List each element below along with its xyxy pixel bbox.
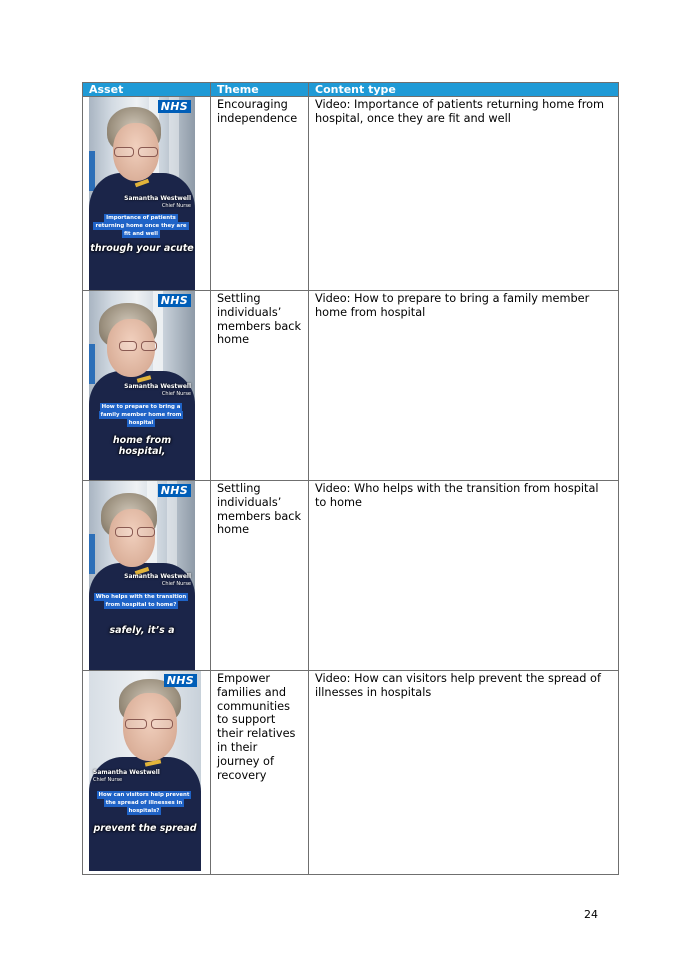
header-asset: Asset [83,83,211,97]
video-subtitle: prevent the spread [93,823,197,834]
nhs-logo: NHS [158,100,191,113]
video-subtitle: safely, it’s a [109,625,175,636]
speaker-role: Chief Nurse [161,391,191,397]
video-caption [93,214,189,238]
video-thumbnail[interactable] [89,97,195,290]
speaker-name: Samantha Westwell [124,573,191,580]
video-caption-text: Who helps with the transition from hospital to home? [95,594,187,608]
video-subtitle: through your acute [90,243,194,254]
speaker-role: Chief Nurse [161,203,191,209]
video-caption-text: How can visitors help prevent the spread of illnesses in hospitals? [98,792,190,814]
speaker-name: Samantha Westwell [124,195,191,202]
table-row [83,671,619,875]
video-thumbnail[interactable] [89,671,201,871]
speaker-name: Samantha Westwell [93,769,160,776]
video-caption [93,403,189,427]
video-caption-text: How to prepare to bring a family member home from hospital [100,404,182,426]
video-thumbnail[interactable] [89,481,195,670]
table-row [83,291,619,481]
video-thumbnail[interactable] [89,291,195,480]
speaker-role: Chief Nurse [93,777,123,783]
header-theme: Theme [211,83,309,97]
video-caption [93,593,189,609]
table-header-row [83,83,619,97]
table-row [83,97,619,291]
theme-cell: Encouraging independence [211,97,309,291]
theme-cell: Settling individuals’ members back home [211,291,309,481]
content-table [82,82,619,875]
speaker-name: Samantha Westwell [124,383,191,390]
video-caption-text: Importance of patients returning home once they are fit and well [95,215,187,237]
video-caption [93,791,195,815]
header-content-type: Content type [309,83,619,97]
asset-cell [83,481,211,671]
theme-cell: Empower families and communities to support their relatives in their journey of recovery [211,671,309,875]
table-row [83,481,619,671]
asset-cell [83,291,211,481]
content-type-cell: Video: Importance of patients returning home from hospital, once they are fit and well [309,97,619,291]
video-subtitle: home from hospital, [112,435,172,457]
nhs-logo: NHS [158,294,191,307]
content-type-cell: Video: How can visitors help prevent the spread of illnesses in hospitals [309,671,619,875]
nhs-logo: NHS [158,484,191,497]
page-number: 24 [584,908,598,921]
speaker-role: Chief Nurse [161,581,191,587]
content-type-cell: Video: How to prepare to bring a family member home from hospital [309,291,619,481]
asset-cell [83,671,211,875]
asset-cell [83,97,211,291]
content-type-cell: Video: Who helps with the transition from hospital to home [309,481,619,671]
theme-cell: Settling individuals’ members back home [211,481,309,671]
nhs-logo: NHS [164,674,197,687]
